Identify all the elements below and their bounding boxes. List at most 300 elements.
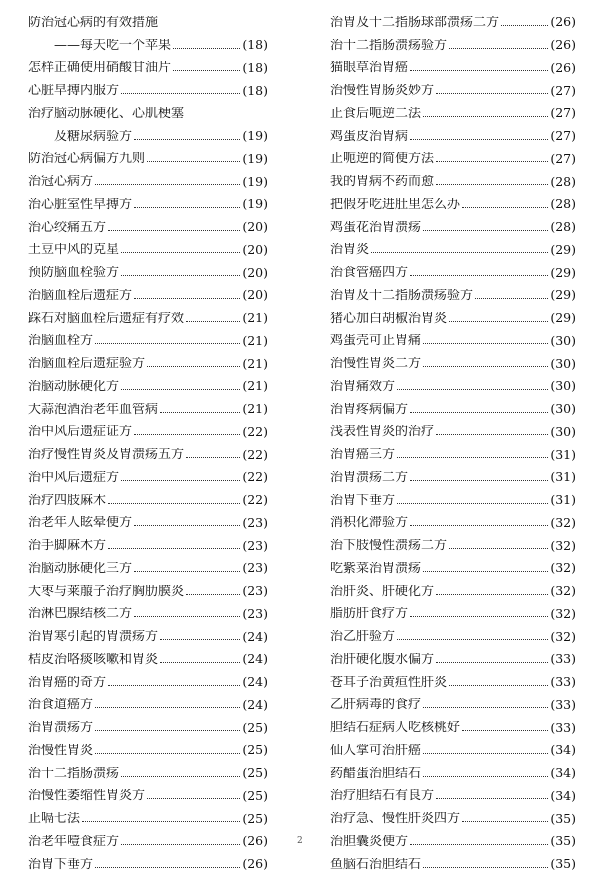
toc-dot-leader bbox=[134, 298, 240, 299]
toc-entry bbox=[330, 302, 576, 325]
toc-entry bbox=[330, 848, 576, 871]
toc-entry-title: 治脑动脉硬化方 bbox=[28, 379, 120, 393]
toc-dot-leader bbox=[423, 753, 548, 754]
toc-entry bbox=[330, 256, 576, 279]
toc-entry-page: (19) bbox=[242, 128, 268, 143]
toc-dot-leader bbox=[121, 275, 240, 276]
toc-entry bbox=[28, 711, 268, 734]
toc-dot-leader bbox=[121, 389, 240, 390]
toc-entry bbox=[28, 620, 268, 643]
toc-entry-title: 治老年噎食症方 bbox=[28, 834, 120, 848]
toc-entry-page: (23) bbox=[242, 560, 268, 576]
toc-dot-leader bbox=[436, 594, 548, 595]
toc-entry bbox=[28, 370, 268, 393]
toc-entry-title: 踩石对脑血栓后遗症有疗效 bbox=[28, 311, 185, 325]
toc-entry-page: (25) bbox=[242, 742, 268, 758]
toc-entry bbox=[28, 757, 268, 780]
toc-entry-page: (25) bbox=[242, 765, 268, 780]
toc-entry-page: (27) bbox=[550, 82, 576, 98]
toc-entry bbox=[28, 552, 268, 575]
toc-dot-leader bbox=[121, 93, 240, 94]
toc-dot-leader bbox=[147, 366, 240, 367]
toc-entry-page: (28) bbox=[550, 196, 576, 212]
toc-entry-page: (35) bbox=[550, 856, 576, 871]
toc-dot-leader bbox=[423, 366, 548, 367]
toc-entry-page: (35) bbox=[550, 833, 576, 849]
toc-entry bbox=[330, 598, 576, 621]
toc-entry-title: 治胃溃疡方 bbox=[28, 721, 94, 734]
toc-entry-title: 治胃溃疡二方 bbox=[330, 470, 409, 484]
toc-entry-title: 治疗脑动脉硬化、心肌梗塞 bbox=[28, 106, 185, 120]
toc-entry-page: (28) bbox=[550, 219, 576, 234]
toc-dot-leader bbox=[121, 252, 240, 253]
toc-dot-leader bbox=[475, 298, 548, 299]
toc-dot-leader bbox=[410, 139, 548, 140]
toc-entry-title: 防治冠心病的有效措施 bbox=[28, 15, 159, 29]
toc-entry-page: (32) bbox=[550, 628, 576, 644]
toc-entry-title: 鸡蛋皮治胃病 bbox=[330, 129, 409, 143]
toc-entry-page: (27) bbox=[550, 105, 576, 121]
toc-entry-title: 止呃逆的简便方法 bbox=[330, 152, 435, 166]
toc-entry-title: 把假牙吃进肚里怎么办 bbox=[330, 197, 461, 211]
toc-entry bbox=[330, 234, 576, 257]
toc-entry-page: (24) bbox=[242, 628, 268, 644]
toc-dot-leader bbox=[462, 821, 548, 822]
toc-dot-leader bbox=[95, 867, 240, 868]
toc-dot-leader bbox=[410, 525, 548, 526]
toc-entry-page: (27) bbox=[550, 128, 576, 143]
toc-entry-title: 土豆中风的克星 bbox=[28, 243, 120, 257]
toc-entry bbox=[330, 416, 576, 439]
toc-entry-title: 大枣与莱菔子治疗胸肋膜炎 bbox=[28, 584, 185, 598]
toc-entry-title: 治食管癌四方 bbox=[330, 266, 409, 279]
toc-entry bbox=[28, 52, 268, 75]
toc-entry-title: 治乙肝验方 bbox=[330, 630, 396, 643]
toc-entry-page: (22) bbox=[242, 492, 268, 507]
toc-entry bbox=[28, 74, 268, 97]
toc-dot-leader bbox=[423, 707, 548, 708]
toc-entry bbox=[28, 211, 268, 234]
toc-dot-leader bbox=[95, 753, 240, 754]
toc-entry bbox=[330, 552, 576, 575]
toc-entry-title: 治疗四肢麻木 bbox=[28, 493, 107, 507]
toc-entry-title: 治冠心病方 bbox=[28, 175, 94, 188]
toc-dot-leader bbox=[436, 93, 548, 94]
toc-entry-title: 防治冠心病偏方九则 bbox=[28, 152, 146, 166]
toc-entry-page: (26) bbox=[242, 856, 268, 871]
toc-entry-title: 及糖尿病验方 bbox=[54, 129, 133, 143]
toc-entry-title: 治手脚麻木方 bbox=[28, 539, 107, 552]
toc-entry-title: 治胃痛效方 bbox=[330, 379, 396, 393]
toc-entry bbox=[330, 74, 576, 97]
toc-entry-title: 乙肝病毒的食疗 bbox=[330, 698, 422, 712]
toc-dot-leader bbox=[423, 867, 548, 868]
toc-entry bbox=[330, 734, 576, 757]
toc-column-right bbox=[330, 6, 576, 871]
toc-dot-leader bbox=[462, 730, 548, 731]
toc-entry-title: 治下肢慢性溃疡二方 bbox=[330, 539, 448, 552]
toc-entry-page: (25) bbox=[242, 719, 268, 735]
toc-entry bbox=[330, 757, 576, 780]
toc-entry bbox=[28, 575, 268, 598]
toc-entry-title: 鱼脑石治胆结石 bbox=[330, 857, 422, 871]
toc-entry-title: 止嗝七法 bbox=[28, 812, 81, 825]
toc-entry bbox=[28, 325, 268, 348]
toc-entry-title: 胆结石症病人吃核桃好 bbox=[330, 721, 461, 734]
toc-entry bbox=[28, 143, 268, 166]
toc-entry-page: (26) bbox=[550, 59, 576, 75]
toc-entry-page: (30) bbox=[550, 378, 576, 394]
toc-entry bbox=[330, 211, 576, 234]
toc-entry-title: 治心脏室性早搏方 bbox=[28, 197, 133, 211]
toc-entry bbox=[330, 6, 576, 29]
toc-entry-page: (33) bbox=[550, 719, 576, 735]
toc-entry-title: 消积化滞验方 bbox=[330, 516, 409, 530]
toc-entry-page: (23) bbox=[242, 537, 268, 553]
toc-entry bbox=[28, 598, 268, 621]
toc-entry bbox=[28, 507, 268, 530]
toc-entry bbox=[330, 689, 576, 712]
toc-entry bbox=[28, 825, 268, 848]
toc-entry-title: 浅表性胃炎的治疗 bbox=[330, 425, 435, 439]
toc-entry-title: 治慢性胃炎 bbox=[28, 743, 94, 757]
toc-dot-leader bbox=[397, 457, 548, 458]
toc-dot-leader bbox=[397, 639, 548, 640]
toc-dot-leader bbox=[423, 116, 548, 117]
toc-dot-leader bbox=[501, 25, 548, 26]
toc-dot-leader bbox=[121, 480, 240, 481]
toc-entry-title: 治胃炎 bbox=[330, 243, 370, 257]
toc-dot-leader bbox=[186, 594, 240, 595]
toc-entry-title: 鸡蛋花治胃溃疡 bbox=[330, 220, 422, 234]
toc-entry-page: (22) bbox=[242, 446, 268, 462]
toc-dot-leader bbox=[410, 616, 548, 617]
toc-entry-page: (35) bbox=[550, 810, 576, 826]
toc-entry-title: 治疗胆结石有良方 bbox=[330, 789, 435, 803]
toc-dot-leader bbox=[108, 685, 240, 686]
toc-entry-page: (24) bbox=[242, 651, 268, 667]
toc-dot-leader bbox=[436, 798, 548, 799]
toc-entry-title: 鸡蛋壳可止胃痛 bbox=[330, 334, 422, 348]
toc-entry-page: (32) bbox=[550, 514, 576, 530]
toc-entry bbox=[330, 461, 576, 484]
toc-dot-leader bbox=[449, 548, 548, 549]
toc-dot-leader bbox=[410, 480, 548, 481]
toc-entry-title: 治食道癌方 bbox=[28, 698, 94, 712]
toc-entry-page: (34) bbox=[550, 787, 576, 803]
toc-entry-page: (30) bbox=[550, 423, 576, 439]
toc-dot-leader bbox=[173, 70, 240, 71]
toc-dot-leader bbox=[449, 321, 548, 322]
toc-entry bbox=[330, 325, 576, 348]
toc-entry-title: 治老年人眩晕便方 bbox=[28, 516, 133, 530]
toc-entry bbox=[28, 234, 268, 257]
toc-entry-page: (28) bbox=[550, 173, 576, 189]
toc-entry bbox=[330, 52, 576, 75]
toc-column-left bbox=[28, 6, 268, 871]
toc-dot-leader bbox=[121, 776, 240, 777]
toc-entry-title: 预防脑血栓验方 bbox=[28, 266, 120, 279]
toc-dot-leader bbox=[423, 571, 548, 572]
toc-entry-page: (23) bbox=[242, 583, 268, 598]
toc-entry-page: (33) bbox=[550, 651, 576, 667]
toc-entry bbox=[28, 29, 268, 52]
toc-entry bbox=[330, 507, 576, 530]
toc-entry-page: (20) bbox=[242, 287, 268, 303]
toc-entry-title: 脂肪肝食疗方 bbox=[330, 607, 409, 621]
toc-entry bbox=[330, 484, 576, 507]
toc-entry-page: (20) bbox=[242, 264, 268, 280]
toc-entry-title: 药醋蛋治胆结石 bbox=[330, 766, 422, 780]
toc-dot-leader bbox=[436, 434, 548, 435]
toc-entry-title: 治胃及十二指肠溃疡验方 bbox=[330, 288, 474, 302]
toc-entry-page: (18) bbox=[242, 82, 268, 98]
toc-entry-title: 治胃癌三方 bbox=[330, 448, 396, 461]
toc-entry bbox=[28, 120, 268, 143]
toc-dot-leader bbox=[95, 730, 240, 731]
toc-entry bbox=[330, 825, 576, 848]
toc-entry-page: (31) bbox=[550, 469, 576, 485]
toc-entry-page: (19) bbox=[242, 173, 268, 189]
toc-entry-title: 怎样正确使用硝酸甘油片 bbox=[28, 61, 172, 75]
toc-entry bbox=[28, 461, 268, 484]
toc-entry-title: 治脑血栓后遗症验方 bbox=[28, 357, 146, 370]
toc-entry bbox=[28, 689, 268, 712]
toc-entry-title: 猫眼草治胃癌 bbox=[330, 61, 409, 75]
toc-dot-leader bbox=[449, 48, 548, 49]
toc-dot-leader bbox=[147, 161, 240, 162]
toc-dot-leader bbox=[423, 776, 548, 777]
toc-entry-page: (26) bbox=[550, 37, 576, 52]
toc-entry-page: (27) bbox=[550, 150, 576, 166]
toc-entry-title: 治胃寒引起的胃溃疡方 bbox=[28, 630, 159, 643]
toc-entry-page: (22) bbox=[242, 423, 268, 439]
toc-entry-title: 治脑血栓方 bbox=[28, 334, 94, 348]
toc-entry bbox=[28, 643, 268, 666]
toc-entry-page: (19) bbox=[242, 196, 268, 212]
toc-entry bbox=[330, 370, 576, 393]
toc-entry bbox=[330, 97, 576, 120]
toc-entry-title: 治胃疼病偏方 bbox=[330, 402, 409, 416]
toc-entry-title: 治慢性胃肠炎妙方 bbox=[330, 84, 435, 97]
toc-entry-title: 治十二指肠溃疡验方 bbox=[330, 38, 448, 52]
toc-dot-leader bbox=[449, 685, 548, 686]
toc-entry bbox=[330, 575, 576, 598]
toc-entry-page: (34) bbox=[550, 765, 576, 780]
toc-dot-leader bbox=[423, 343, 548, 344]
toc-entry bbox=[330, 643, 576, 666]
page-number-mark: 2 bbox=[297, 836, 303, 846]
toc-entry-page: (21) bbox=[242, 378, 268, 394]
toc-entry bbox=[28, 848, 268, 871]
toc-dot-leader bbox=[371, 252, 548, 253]
toc-entry bbox=[330, 165, 576, 188]
toc-entry-title: 治慢性胃炎二方 bbox=[330, 357, 422, 370]
toc-dot-leader bbox=[423, 230, 548, 231]
toc-entry-title: 治淋巴腺结核二方 bbox=[28, 607, 133, 621]
toc-entry bbox=[330, 529, 576, 552]
toc-entry bbox=[330, 143, 576, 166]
toc-entry-title: 治肝硬化腹水偏方 bbox=[330, 652, 435, 666]
toc-dot-leader bbox=[397, 389, 548, 390]
toc-entry bbox=[330, 188, 576, 211]
toc-entry-page: (29) bbox=[550, 241, 576, 257]
toc-entry-title: 苍耳子治黄疸性肝炎 bbox=[330, 675, 448, 689]
toc-dot-leader bbox=[82, 821, 240, 822]
toc-dot-leader bbox=[186, 321, 240, 322]
toc-entry-page: (30) bbox=[550, 332, 576, 348]
toc-entry-title: 治肝炎、肝硬化方 bbox=[330, 584, 435, 598]
toc-dot-leader bbox=[95, 707, 240, 708]
toc-entry-page: (24) bbox=[242, 674, 268, 689]
toc-dot-leader bbox=[160, 662, 240, 663]
toc-entry-page: (34) bbox=[550, 742, 576, 758]
toc-entry-page: (26) bbox=[550, 14, 576, 30]
toc-entry-title: 治脑血栓后遗症方 bbox=[28, 288, 133, 302]
toc-entry-page: (30) bbox=[550, 401, 576, 416]
toc-entry-page: (21) bbox=[242, 355, 268, 371]
toc-dot-leader bbox=[436, 662, 548, 663]
toc-entry-title: 治中风后遗症方 bbox=[28, 470, 120, 484]
toc-entry-page: (25) bbox=[242, 787, 268, 803]
toc-entry bbox=[28, 347, 268, 370]
toc-entry-title: 治十二指肠溃疡 bbox=[28, 766, 120, 780]
toc-entry bbox=[330, 666, 576, 689]
toc-dot-leader bbox=[95, 184, 240, 185]
toc-dot-leader bbox=[436, 184, 548, 185]
toc-entry-page: (32) bbox=[550, 560, 576, 576]
toc-dot-leader bbox=[410, 412, 548, 413]
toc-dot-leader bbox=[95, 343, 240, 344]
toc-entry-title: 治疗慢性胃炎及胃溃疡五方 bbox=[28, 448, 185, 461]
toc-entry-page: (32) bbox=[550, 583, 576, 598]
toc-entry-page: (33) bbox=[550, 674, 576, 689]
toc-dot-leader bbox=[397, 503, 548, 504]
toc-entry bbox=[330, 120, 576, 143]
toc-dot-leader bbox=[134, 571, 240, 572]
toc-entry-page: (29) bbox=[550, 310, 576, 325]
toc-entry bbox=[330, 780, 576, 803]
toc-entry bbox=[28, 165, 268, 188]
toc-entry bbox=[28, 780, 268, 803]
toc-entry-title: 治胃下垂方 bbox=[28, 857, 94, 871]
toc-entry bbox=[28, 802, 268, 825]
toc-entry-title: 我的胃病不药而愈 bbox=[330, 175, 435, 188]
toc-entry-page: (33) bbox=[550, 696, 576, 712]
toc-dot-leader bbox=[462, 207, 548, 208]
toc-entry bbox=[330, 29, 576, 52]
toc-dot-leader bbox=[436, 161, 548, 162]
toc-entry bbox=[28, 302, 268, 325]
toc-entry-page: (19) bbox=[242, 150, 268, 166]
toc-entry-title: 治胆囊炎便方 bbox=[330, 834, 409, 848]
toc-entry-page: (21) bbox=[242, 332, 268, 348]
toc-entry bbox=[330, 802, 576, 825]
toc-dot-leader bbox=[134, 525, 240, 526]
toc-dot-leader bbox=[108, 503, 240, 504]
toc-entry-page: (26) bbox=[242, 833, 268, 849]
toc-entry bbox=[28, 666, 268, 689]
toc-dot-leader bbox=[108, 230, 240, 231]
toc-entry-page: (29) bbox=[550, 287, 576, 303]
toc-entry-title: ——每天吃一个苹果 bbox=[54, 38, 172, 52]
toc-entry-title: 桔皮治咯痰咳嗽和胃炎 bbox=[28, 652, 159, 666]
toc-entry bbox=[28, 393, 268, 416]
toc-entry-title: 治胃下垂方 bbox=[330, 493, 396, 507]
toc-entry bbox=[28, 734, 268, 757]
toc-entry-title: 心脏早搏内服方 bbox=[28, 84, 120, 97]
toc-entry-page: (21) bbox=[242, 401, 268, 416]
toc-entry-title: 治中风后遗症证方 bbox=[28, 425, 133, 439]
toc-entry-title: 大蒜泡酒治老年血管病 bbox=[28, 402, 159, 416]
toc-entry-title: 治胃及十二指肠球部溃疡二方 bbox=[330, 15, 500, 29]
toc-entry bbox=[330, 620, 576, 643]
toc-entry bbox=[28, 416, 268, 439]
toc-entry-page: (23) bbox=[242, 605, 268, 621]
toc-entry-title: 治心绞痛五方 bbox=[28, 220, 107, 234]
toc-entry bbox=[28, 529, 268, 552]
toc-entry bbox=[330, 393, 576, 416]
toc-entry-page: (32) bbox=[550, 605, 576, 621]
toc-dot-leader bbox=[134, 616, 240, 617]
toc-entry-title: 仙人掌可治肝癌 bbox=[330, 743, 422, 757]
toc-dot-leader bbox=[134, 139, 240, 140]
toc-entry bbox=[28, 256, 268, 279]
toc-entry-page: (30) bbox=[550, 355, 576, 371]
toc-dot-leader bbox=[108, 548, 240, 549]
toc-dot-leader bbox=[134, 434, 240, 435]
toc-entry-page: (32) bbox=[550, 537, 576, 553]
toc-entry-title: 止食后呃逆二法 bbox=[330, 106, 422, 120]
toc-entry bbox=[28, 279, 268, 302]
toc-entry-page: (23) bbox=[242, 514, 268, 530]
toc-entry-page: (31) bbox=[550, 446, 576, 462]
toc-entry-page: (31) bbox=[550, 492, 576, 507]
toc-entry-title: 治慢性萎缩性胃炎方 bbox=[28, 789, 146, 803]
toc-entry-page: (25) bbox=[242, 810, 268, 826]
toc-entry-page: (18) bbox=[242, 59, 268, 75]
toc-entry-title: 治胃癌的奇方 bbox=[28, 675, 107, 689]
toc-entry-page: (20) bbox=[242, 219, 268, 234]
toc-entry bbox=[330, 347, 576, 370]
toc-entry bbox=[28, 6, 268, 29]
toc-entry bbox=[28, 484, 268, 507]
toc-dot-leader bbox=[186, 457, 240, 458]
toc-dot-leader bbox=[147, 798, 240, 799]
toc-entry-title: 猪心加白胡椒治胃炎 bbox=[330, 311, 448, 325]
toc-dot-leader bbox=[160, 639, 240, 640]
toc-entry-page: (21) bbox=[242, 310, 268, 325]
toc-entry-page: (22) bbox=[242, 469, 268, 485]
toc-entry bbox=[330, 711, 576, 734]
toc-dot-leader bbox=[410, 275, 548, 276]
toc-entry bbox=[28, 438, 268, 461]
toc-entry-page: (20) bbox=[242, 241, 268, 257]
toc-entry bbox=[330, 279, 576, 302]
toc-entry bbox=[28, 97, 268, 120]
toc-dot-leader bbox=[410, 70, 548, 71]
toc-dot-leader bbox=[134, 207, 240, 208]
toc-entry bbox=[28, 188, 268, 211]
toc-entry bbox=[330, 438, 576, 461]
toc-entry-page: (24) bbox=[242, 696, 268, 712]
toc-entry-page: (29) bbox=[550, 264, 576, 280]
toc-entry-page: (18) bbox=[242, 37, 268, 52]
toc-dot-leader bbox=[173, 48, 240, 49]
toc-dot-leader bbox=[160, 412, 240, 413]
toc-entry-title: 吃紫菜治胃溃疡 bbox=[330, 561, 422, 575]
toc-entry-title: 治疗急、慢性肝炎四方 bbox=[330, 812, 461, 825]
